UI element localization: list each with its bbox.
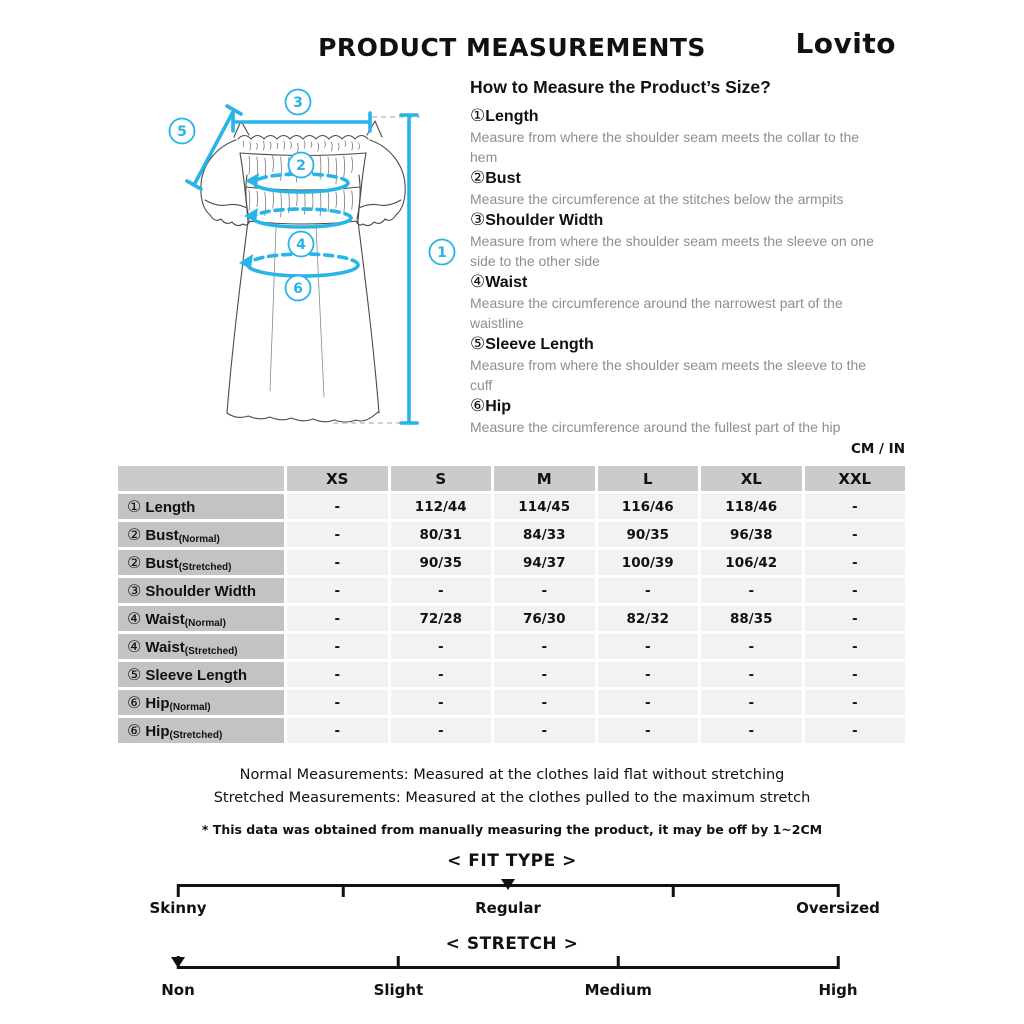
measurement-value: - — [803, 521, 907, 549]
measure-instruction-description: Measure from where the shoulder seam meets the collar to the hem — [470, 129, 860, 165]
size-table-row — [117, 661, 907, 689]
measure-instruction-title — [470, 106, 910, 127]
measurement-value: - — [286, 521, 390, 549]
measurement-value: - — [493, 717, 597, 745]
measurement-value: - — [286, 633, 390, 661]
measurement-row-label — [117, 521, 286, 549]
shirring-line — [344, 190, 345, 213]
measurement-value: - — [803, 689, 907, 717]
scale-tick — [837, 884, 840, 897]
circled-number-icon: ① — [470, 106, 486, 125]
measurement-value: - — [389, 661, 493, 689]
page-title: PRODUCT MEASUREMENTS — [318, 33, 706, 62]
circled-number-icon: ② — [127, 526, 142, 544]
svg-text:4: 4 — [296, 237, 306, 253]
measurement-value: - — [493, 577, 597, 605]
measurement-sub-label: (Stretched) — [184, 645, 238, 657]
measure-name: Sleeve Length — [485, 336, 594, 353]
size-table-row — [117, 549, 907, 577]
measure-instruction-description: Measure from where the shoulder seam meets the sleeve on one side to the other side — [470, 233, 874, 269]
stretch-title: < STRETCH > — [445, 934, 579, 954]
scale-tick — [177, 884, 180, 897]
measurement-row-label — [117, 605, 286, 633]
scale-label: High — [818, 981, 858, 999]
measurement-name: Bust — [145, 526, 179, 544]
measure-instruction-title — [470, 272, 910, 293]
measure-instruction-title — [470, 210, 910, 231]
shirring-line — [281, 157, 282, 180]
shirring-line — [257, 143, 258, 149]
scale-label: Regular — [475, 899, 541, 917]
measure-instruction — [470, 210, 910, 271]
measurement-value: - — [389, 689, 493, 717]
circled-number-icon: ③ — [127, 582, 142, 600]
measurement-value: - — [700, 717, 804, 745]
hip-ellipse — [239, 254, 358, 276]
how-to-section — [470, 76, 910, 438]
svg-text:1: 1 — [437, 245, 447, 261]
measurement-value: 94/37 — [493, 549, 597, 577]
measurement-row-label — [117, 689, 286, 717]
svg-text:3: 3 — [293, 95, 303, 111]
scale-label: Non — [161, 981, 195, 999]
stretch-scale-line — [178, 966, 838, 969]
scale-marker-icon — [171, 957, 185, 968]
shirring-line — [243, 141, 244, 146]
measurement-value: 84/33 — [493, 521, 597, 549]
measurement-value: - — [700, 577, 804, 605]
unit-label: CM / IN — [851, 441, 905, 457]
measurement-value: - — [389, 633, 493, 661]
shirring-line — [336, 158, 337, 184]
scale-tick — [837, 956, 840, 969]
measurement-value: - — [803, 661, 907, 689]
note-stretched: Stretched Measurements: Measured at the clothes pulled to the maximum stretch — [213, 790, 811, 806]
measure-badge-2 — [289, 153, 314, 178]
scale-label: Slight — [373, 981, 424, 999]
measurement-value: 72/28 — [389, 605, 493, 633]
measurement-value: - — [803, 717, 907, 745]
measurement-value: - — [389, 717, 493, 745]
measure-badge-1 — [430, 240, 455, 265]
shirring-line — [257, 191, 258, 207]
measure-name: Length — [485, 108, 539, 125]
shirring-line — [311, 142, 312, 147]
measurement-value: 116/46 — [596, 493, 700, 521]
length-line — [401, 115, 417, 423]
measurement-row-label — [117, 549, 286, 577]
measurement-value: 82/32 — [596, 605, 700, 633]
size-table-row — [117, 493, 907, 521]
measurement-value: - — [286, 493, 390, 521]
shirring-line — [273, 156, 274, 172]
scale-label: Skinny — [149, 899, 207, 917]
shirring-line — [338, 143, 339, 150]
measurement-value: 88/35 — [700, 605, 804, 633]
measurement-row-label — [117, 633, 286, 661]
measurement-value: - — [596, 577, 700, 605]
shirring-line — [325, 141, 326, 147]
measurement-value: 114/45 — [493, 493, 597, 521]
shirring-line — [273, 190, 274, 208]
how-to-list — [470, 106, 910, 437]
measurement-value: - — [803, 633, 907, 661]
measure-instruction-description: Measure the circumference around the narrowest part of the waistline — [470, 295, 843, 331]
measurement-value: - — [286, 577, 390, 605]
shirring-line — [328, 157, 329, 175]
shirring-line — [281, 191, 282, 217]
measure-instruction-title — [470, 396, 910, 417]
circled-number-icon: ⑤ — [127, 666, 142, 684]
disclaimer-note: * This data was obtained from manually measuring the product, it may be off by 1~2CM — [201, 822, 823, 837]
circled-number-icon: ④ — [470, 272, 486, 291]
shirring-line — [249, 190, 250, 211]
measure-badge-4 — [289, 232, 314, 257]
size-column-header: XXL — [803, 465, 907, 493]
measurement-sub-label: (Stretched) — [178, 561, 232, 573]
size-table-header-row — [117, 465, 907, 493]
circled-number-icon: ⑥ — [127, 694, 142, 712]
shirring-line — [250, 142, 251, 150]
size-table-row — [117, 605, 907, 633]
measure-name: Bust — [485, 170, 521, 187]
shirring-line — [270, 142, 271, 149]
measurement-value: - — [596, 717, 700, 745]
measurement-name: Hip — [145, 694, 170, 712]
size-table-row — [117, 689, 907, 717]
scale-tick — [672, 884, 675, 897]
measurement-name: Bust — [145, 554, 179, 572]
measurement-value: 96/38 — [700, 521, 804, 549]
measurement-value: - — [803, 577, 907, 605]
shirring-line — [328, 191, 329, 212]
svg-text:6: 6 — [293, 281, 303, 297]
measurement-value: 76/30 — [493, 605, 597, 633]
measurement-value: 100/39 — [596, 549, 700, 577]
scale-tick — [397, 956, 400, 969]
shirring-line — [291, 142, 292, 148]
scale-label: Medium — [584, 981, 652, 999]
shirring-line — [352, 142, 353, 150]
measurement-value: - — [700, 633, 804, 661]
shirring-line — [352, 157, 353, 173]
brand-logo: Lovito — [795, 27, 896, 60]
measure-instruction — [470, 168, 910, 209]
measurement-sub-label: (Stretched) — [169, 729, 223, 741]
measurement-value: - — [493, 689, 597, 717]
measure-instruction — [470, 334, 910, 395]
measure-instruction-description: Measure the circumference around the fullest part of the hip — [470, 419, 841, 435]
measure-instruction — [470, 106, 910, 167]
svg-text:2: 2 — [296, 158, 306, 174]
measurement-value: - — [286, 689, 390, 717]
circled-number-icon: ⑥ — [470, 396, 486, 415]
measurement-value: - — [493, 633, 597, 661]
measurement-name: Sleeve Length — [145, 666, 248, 684]
shirring-line — [297, 143, 298, 152]
shirring-line — [359, 143, 360, 149]
size-column-header: XS — [286, 465, 390, 493]
measurement-value: - — [700, 661, 804, 689]
measurement-name: Waist — [145, 610, 185, 628]
circled-number-icon: ④ — [127, 610, 142, 628]
measure-instruction-description: Measure from where the shoulder seam meets the sleeve to the cuff — [470, 357, 867, 393]
shirring-line — [331, 142, 332, 151]
circled-number-icon: ④ — [127, 638, 142, 656]
measure-name: Hip — [485, 398, 512, 415]
measurement-value: 112/44 — [389, 493, 493, 521]
shirring-line — [249, 156, 250, 174]
shirring-line — [336, 192, 337, 208]
stretch-scale — [161, 966, 858, 1006]
measurement-row-label — [117, 661, 286, 689]
dress-diagram — [148, 85, 470, 437]
measure-name: Shoulder Width — [485, 212, 604, 229]
measure-badge-5 — [170, 119, 195, 144]
measure-instruction-title — [470, 334, 910, 355]
size-table-wrap — [115, 463, 908, 746]
size-table-row — [117, 577, 907, 605]
measurement-value: 106/42 — [700, 549, 804, 577]
shirring-line — [352, 191, 353, 209]
measurement-sub-label: (Normal) — [184, 617, 226, 629]
shirring-line — [284, 141, 285, 149]
measurement-value: 90/35 — [596, 521, 700, 549]
measurement-value: - — [286, 549, 390, 577]
measurement-value: - — [493, 661, 597, 689]
measure-name: Waist — [485, 274, 528, 291]
shirring-line — [277, 143, 278, 148]
fit-type-scale — [149, 884, 880, 924]
measurement-row-label — [117, 577, 286, 605]
measurement-value: - — [803, 605, 907, 633]
size-table-row — [117, 717, 907, 745]
measure-badge-3 — [286, 90, 311, 115]
measurement-value: - — [286, 605, 390, 633]
note-normal: Normal Measurements: Measured at the clothes laid flat without stretching — [239, 767, 785, 783]
measure-instruction — [470, 396, 910, 437]
shirring-line — [263, 141, 264, 150]
size-column-header: S — [389, 465, 493, 493]
measurement-value: - — [596, 661, 700, 689]
measure-badge-6 — [286, 276, 311, 301]
scale-label: Oversized — [796, 899, 880, 917]
size-column-header: L — [596, 465, 700, 493]
measurement-row-label — [117, 493, 286, 521]
size-table — [115, 463, 908, 746]
measurement-value: - — [803, 549, 907, 577]
measurement-value: - — [596, 689, 700, 717]
how-to-title: How to Measure the Product’s Size? — [470, 77, 771, 97]
measurement-sub-label: (Normal) — [169, 701, 211, 713]
shirring-line — [304, 191, 305, 214]
measurement-name: Waist — [145, 638, 185, 656]
shirring-line — [304, 141, 305, 148]
fit-type-title: < FIT TYPE > — [447, 851, 577, 871]
measurement-value: 118/46 — [700, 493, 804, 521]
size-table-corner-cell — [117, 465, 286, 493]
shirring-line — [312, 192, 313, 210]
measurement-name: Shoulder Width — [145, 582, 257, 600]
scale-marker-icon — [501, 879, 515, 890]
circled-number-icon: ① — [127, 498, 142, 516]
circled-number-icon: ② — [470, 168, 486, 187]
size-column-header: XL — [700, 465, 804, 493]
measurement-row-label — [117, 717, 286, 745]
measurement-value: - — [596, 633, 700, 661]
measurement-value: 80/31 — [389, 521, 493, 549]
circled-number-icon: ③ — [470, 210, 486, 229]
svg-text:5: 5 — [177, 124, 187, 140]
scale-tick — [342, 884, 345, 897]
shirring-line — [344, 156, 345, 177]
measurement-value: - — [803, 493, 907, 521]
measure-instruction-title — [470, 168, 910, 189]
measurement-value: - — [286, 661, 390, 689]
measure-instruction-description: Measure the circumference at the stitches below the armpits — [470, 191, 844, 207]
shirring-line — [318, 143, 319, 151]
size-table-row — [117, 521, 907, 549]
shirring-line — [345, 141, 346, 146]
measurement-name: Length — [145, 498, 196, 516]
measurement-name: Hip — [145, 722, 170, 740]
measure-instruction — [470, 272, 910, 333]
circled-number-icon: ⑥ — [127, 722, 142, 740]
scale-tick — [617, 956, 620, 969]
size-table-row — [117, 633, 907, 661]
measurement-sub-label: (Normal) — [178, 533, 220, 545]
measurement-value: - — [700, 689, 804, 717]
measurement-value: - — [389, 577, 493, 605]
circled-number-icon: ② — [127, 554, 142, 572]
size-column-header: M — [493, 465, 597, 493]
circled-number-icon: ⑤ — [470, 334, 486, 353]
measurement-value: 90/35 — [389, 549, 493, 577]
shirring-line — [320, 190, 321, 216]
shoulder-width-line — [233, 113, 370, 131]
measurement-value: - — [286, 717, 390, 745]
